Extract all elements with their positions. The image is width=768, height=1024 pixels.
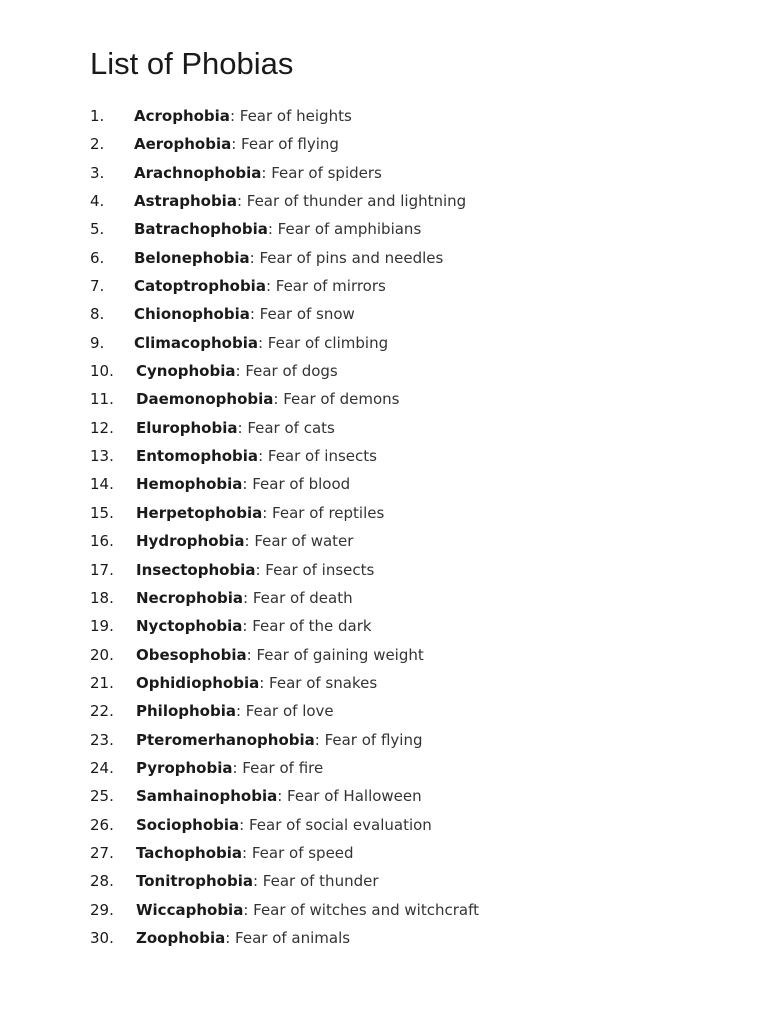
list-item-number: 17. <box>90 560 114 579</box>
phobia-definition: : Fear of reptiles <box>262 503 385 522</box>
phobia-term: Catoptrophobia <box>134 277 266 296</box>
list-item-number: 20. <box>90 645 114 664</box>
phobia-definition: : Fear of mirrors <box>265 277 386 296</box>
list-item <box>90 641 479 669</box>
list-item-number: 26. <box>90 815 114 834</box>
phobia-definition: : Fear of heights <box>229 107 352 125</box>
phobia-definition: : Fear of climbing <box>257 333 389 352</box>
list-item <box>90 159 479 187</box>
list-item-number: 16. <box>90 532 114 551</box>
list-item-number: 18. <box>90 588 114 607</box>
list-item <box>90 527 479 555</box>
phobia-term: Wiccaphobia <box>136 900 244 919</box>
phobia-definition: : Fear of the dark <box>242 617 372 636</box>
list-item-number: 30. <box>90 928 114 947</box>
phobia-definition: : Fear of cats <box>237 418 335 437</box>
list-item-number: 23. <box>90 730 114 749</box>
list-item <box>90 584 479 612</box>
list-item-number: 25. <box>90 787 114 806</box>
phobia-definition: : Fear of death <box>243 588 353 607</box>
list-item <box>90 102 479 130</box>
list-item <box>90 329 479 357</box>
list-item-number: 2. <box>90 135 105 154</box>
phobia-definition: : Fear of spiders <box>261 163 382 182</box>
list-item <box>90 669 479 697</box>
phobia-definition: : Fear of amphibians <box>267 220 422 239</box>
list-item-number: 21. <box>90 673 114 692</box>
list-item <box>90 414 479 442</box>
phobia-term: Chionophobia <box>134 305 250 324</box>
phobia-term: Tachophobia <box>136 843 243 862</box>
list-item-number: 15. <box>90 503 114 522</box>
phobia-list <box>90 102 479 952</box>
phobia-term: Cynophobia <box>136 362 236 381</box>
phobia-term: Herpetophobia <box>136 503 263 522</box>
list-item <box>90 244 479 272</box>
list-item <box>90 839 479 867</box>
phobia-term: Sociophobia <box>136 815 240 834</box>
list-item-number: 4. <box>90 192 105 211</box>
phobia-definition: : Fear of social evaluation <box>239 815 432 834</box>
phobia-term: Samhainophobia <box>136 787 278 806</box>
list-item <box>90 442 479 470</box>
phobia-definition: : Fear of gaining weight <box>246 645 424 664</box>
list-item-number: 29. <box>90 900 114 919</box>
list-item <box>90 782 479 810</box>
phobia-definition: : Fear of thunder and lightning <box>236 192 467 211</box>
phobia-definition: : Fear of Halloween <box>277 787 422 806</box>
list-item-number: 1. <box>90 107 105 125</box>
phobia-definition: : Fear of flying <box>231 135 339 154</box>
list-item <box>90 385 479 413</box>
list-item-number: 8. <box>90 305 105 324</box>
phobia-term: Pteromerhanophobia <box>136 730 315 749</box>
phobia-term: Belonephobia <box>134 248 250 267</box>
phobia-definition: : Fear of pins and needles <box>249 248 444 267</box>
phobia-term: Hydrophobia <box>136 532 245 551</box>
list-item <box>90 300 479 328</box>
list-item-number: 3. <box>90 163 105 182</box>
phobia-term: Arachnophobia <box>134 163 262 182</box>
list-item <box>90 556 479 584</box>
phobia-definition: : Fear of fire <box>232 758 324 777</box>
list-item-number: 5. <box>90 220 105 239</box>
list-item <box>90 924 479 952</box>
list-item <box>90 867 479 895</box>
list-item <box>90 612 479 640</box>
document-title: List of Phobias <box>90 46 294 81</box>
phobia-definition: : Fear of thunder <box>252 872 379 891</box>
phobia-definition: : Fear of dogs <box>235 362 338 381</box>
list-item <box>90 357 479 385</box>
list-item-number: 22. <box>90 702 114 721</box>
list-item-number: 13. <box>90 447 114 466</box>
phobia-definition: : Fear of animals <box>225 928 351 947</box>
phobia-term: Aerophobia <box>134 135 232 154</box>
phobia-term: Daemonophobia <box>136 390 274 409</box>
phobia-term: Climacophobia <box>134 333 258 352</box>
phobia-term: Tonitrophobia <box>136 872 253 891</box>
phobia-term: Nyctophobia <box>136 617 243 636</box>
phobia-definition: : Fear of insects <box>255 560 375 579</box>
phobia-definition: : Fear of flying <box>314 730 423 749</box>
phobia-term: Elurophobia <box>136 418 238 437</box>
phobia-definition: : Fear of speed <box>242 843 354 862</box>
list-item-number: 7. <box>90 277 105 296</box>
phobia-definition: : Fear of snakes <box>259 673 378 692</box>
phobia-term: Obesophobia <box>136 645 247 664</box>
list-item-number: 9. <box>90 333 105 352</box>
list-item-number: 10. <box>90 362 114 381</box>
phobia-definition: : Fear of witches and witchcraft <box>243 900 479 919</box>
phobia-term: Pyrophobia <box>136 758 233 777</box>
list-item-number: 19. <box>90 617 114 636</box>
phobia-term: Entomophobia <box>136 447 259 466</box>
phobia-definition: : Fear of demons <box>273 390 400 409</box>
list-item-number: 28. <box>90 872 114 891</box>
list-item <box>90 754 479 782</box>
phobia-definition: : Fear of love <box>235 702 334 721</box>
list-item <box>90 896 479 924</box>
list-item-number: 27. <box>90 843 114 862</box>
list-item-number: 6. <box>90 248 105 267</box>
phobia-term: Necrophobia <box>136 588 244 607</box>
list-item <box>90 130 479 158</box>
list-item <box>90 811 479 839</box>
list-item <box>90 470 479 498</box>
phobia-definition: : Fear of snow <box>249 305 355 324</box>
list-item-number: 24. <box>90 758 114 777</box>
phobia-term: Acrophobia <box>134 107 230 125</box>
list-item <box>90 215 479 243</box>
phobia-term: Astraphobia <box>134 192 237 211</box>
list-item-number: 12. <box>90 418 114 437</box>
phobia-term: Batrachophobia <box>134 220 268 239</box>
list-item-number: 14. <box>90 475 114 494</box>
list-item <box>90 272 479 300</box>
phobia-definition: : Fear of blood <box>242 475 351 494</box>
phobia-term: Zoophobia <box>136 928 226 947</box>
phobia-term: Philophobia <box>136 702 236 721</box>
phobia-definition: : Fear of insects <box>258 447 377 466</box>
list-item <box>90 187 479 215</box>
phobia-term: Hemophobia <box>136 475 243 494</box>
list-item <box>90 697 479 725</box>
phobia-definition: : Fear of water <box>244 532 354 551</box>
list-item <box>90 726 479 754</box>
list-item-number: 11. <box>90 390 114 409</box>
phobia-term: Insectophobia <box>136 560 256 579</box>
list-item <box>90 499 479 527</box>
phobia-term: Ophidiophobia <box>136 673 260 692</box>
